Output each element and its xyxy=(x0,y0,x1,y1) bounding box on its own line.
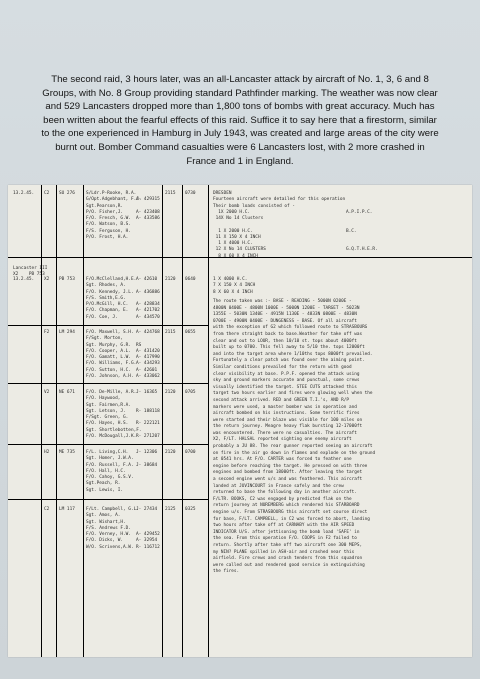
row2-time-up: 2115 xyxy=(165,330,176,335)
column-rule xyxy=(56,185,57,657)
block1-time-down: 0730 xyxy=(185,191,196,196)
block2-date: 13.2.45. xyxy=(13,277,35,282)
column-rule xyxy=(208,185,209,657)
row2-time-down: 0655 xyxy=(185,330,196,335)
caption-text: The second raid, 3 hours later, was an all-Lancaster attack by aircraft of No. 1, 3, 6 and 8 Groups, with No. 8 Group providing standard Pathfinder marking. The weather was now clear and 529 Lancasters dropped more than 1,800 tons of bombs with great accuracy. Much has been written about the fearful effects of this raid. Suffice it to say here that a firestorm, similar to the one experienced in Hamburg in July 1943, was created and large areas of the city were burnt out. Bomber Command casualties were 6 Lancasters lost, with 2 more crashed in France and 1 in England. xyxy=(41,74,439,167)
row5-crew: F/Lt. Campbell, G.L. Sgt. Amos, A. Sgt. Wishart,H. F/S. Andrews F.D. F/O. Verney, H.W. F/O. Dicks, W. W/O. Scrivens,A.W. xyxy=(86,507,139,550)
row3-crew: F/O. De-Mille, A.R. F/O. Haywood, Sgt. Fairmen,R.A. Sgt. Letson, J. F/Sgt. Green, G. F/O. Hayes, H.S. Sgt. Shortlebotten,F. F/O. McDougall,J.K. xyxy=(86,390,142,439)
section-divider xyxy=(8,257,472,258)
row2-serial: LM 294 xyxy=(59,330,75,335)
row-divider xyxy=(8,499,208,500)
row4-time-up: 2120 xyxy=(165,450,176,455)
row4-numbers: J- 12306 J- 38684 xyxy=(136,450,158,468)
row4-serial: ME 735 xyxy=(59,450,75,455)
column-rule xyxy=(182,185,183,657)
row4-crew: F/L. Living,C.H. Sgt. Homer, J.W.A. F/O. Russell, F.A. F/O. Hall, H.C. F/O. Cahoy, G.S.V. Sgt.Peach, R. Sgt. Lewis, I. xyxy=(86,450,134,493)
row2-crew: F/O. Maxwell, S.H. F/Sgt. Morton, Sgt. Murphy, G.R. F/O. Cooper, A.L. F/O. Gamatt, L.W. F/O. Williams, F.G. F/O. Sutton, H.C. F/O. Johnson, A.H. xyxy=(86,330,137,379)
block1-codes: A.P.I.P.C. B.C. G.Q.T.H.E.R. xyxy=(346,209,378,253)
column-rule xyxy=(83,185,84,657)
block1-details: DRESDEN Fourteen aircraft were detailed for this operation Their bomb loads consisted of - 1X 2000 H.C. 14X No 14 Clusters 1 X 2000 H.C. 11 X 150 X 4 INCH 1 X 4000 H.C. 12 X No 14 CLUSTERS 8 X 60 X 4 INCH xyxy=(213,191,346,259)
row5-numbers: J- 27434 A- 429452 A- 32954 R- 116712 xyxy=(136,507,160,550)
row5-serial: LM 117 xyxy=(59,507,75,512)
row5-time-up: 2125 xyxy=(165,507,176,512)
row3-time-up: 2120 xyxy=(165,390,176,395)
row3-numbers: J- 16365 R- 188118 R- 222121 R- 271207 xyxy=(136,390,160,439)
row3-squadron: V2 xyxy=(44,390,50,395)
row3-serial: NE 671 xyxy=(59,390,75,395)
row4-squadron: H2 xyxy=(44,450,50,455)
unit-heading: Lancaster III X2 PB xyxy=(13,266,48,278)
row-divider xyxy=(8,383,208,384)
row5-squadron: C2 xyxy=(44,507,50,512)
narrative-text: The route taken was :- BASE - READING - 5000N 0200E - 4800N 0400E - 4800N 1000E - 5000N 1200E - TARGET - 5023N 1355E - 5030N 1340E - 4915N 1130E - 4833N 0800E - 4830N 0700E - 4900N 0400E - DUNGENESS - BASE. Of all aircraft with the exception of G2 which followed route to STRASBOURG from there straight back to base.Weather for take off was clear and out to LOUR, then 10/10 st. tops about 4000ft built up to 0700. This fell away to 5/10 the. tops 12000ft and into the target area where 1/10ths tops 8000ft prevailed. Fortunately a clear patch was found over the aiming point. Similar conditions prevailed for the return with good clear visibility at base. P.P.F. opened the attack using sky and ground markers accurate and punctual, some crews visually identified the target. STEE CUTS attacked this target two hours earlier and fires were glowing well when the second attack arrived. RED and GREEN T.I.'s, AND R/P markers were used, a master bomber was in operation and aircraft bombed on his instructions. Some terrific fires were started and their blaze was visible for 100 miles on the return journey. Meagre heavy flak bursting 12-17000ft was encountered. There were no casualties. The aircraft X2, F/LT. HALSAL reported sighting one enemy aircraft probably a JU 88. The rear gunner reported seeing an aircraft on fire in the air go down in flames and explode on the ground at 0541 hrs. At F/O. CARTER was forced to feather one engine before reaching the target. He pressed on with three engines and bombed from 18000ft. After leaving the target a second engine went u/s and was feathered. This aircraft landed at JUVINCOURT in France safely and the crew returned to base the following day in another aircraft. F/LTR. BOOKS, C2 was engaged by predicted flak on the return journey at NUREMBERG which rendered his STARBOARD engine u/s. From STRASBOURG this aircraft set course direct for base, F/LT. CAMPBELL, in C2 was forced to abort, landing two hours after take off at CARNABY with the AIR SPEED INDICATOR U/S. after jettisoning the bomb load 'SAFE' in the sea. From this operation F/O. COOPS in F2 failed to return. Shortly after take off two aircraft one 300 MEPS, my NIN? PLANE spilled in ASH-air and crashed near this airfield. Fire crews and crash tenders from this squadron were called out and rendered good service in extinguishing the fires. xyxy=(213,299,376,575)
block1-date: 13.2.45. xyxy=(13,191,35,196)
operations-record-document xyxy=(8,185,472,657)
row1-numbers: A- 42610 A- 436886 A- 428834 A- 421702 A- 434570 xyxy=(136,277,160,320)
row1-serial: PB 753 xyxy=(59,277,75,282)
row3-time-down: 0705 xyxy=(185,390,196,395)
block1-crew: S/Ldr.P-Rooke, R.A. G/Opt.Adgebhant, F.J. Sgt.Pearson,R. P/O. Fisher,J. F/O. Fresch, G.W. F/O. Watson, B.S. F/S. Ferguson, H. P/O. Frost, H.A. xyxy=(86,191,142,240)
row1-loads: 1 X 4000 H.C. 7 X 150 X 4 INCH 8 X 60 X 4 INCH xyxy=(213,277,256,295)
row1-time-down: 0640 xyxy=(185,277,196,282)
block1-squadron: C2 xyxy=(44,191,50,196)
column-rule xyxy=(162,185,163,657)
row5-time-down: 0325 xyxy=(185,507,196,512)
block1-time-up: 2115 xyxy=(165,191,176,196)
block1-serial: SU 276 xyxy=(59,191,75,196)
row4-time-down: 0700 xyxy=(185,450,196,455)
block1-service-numbers: A- 429315 A- 423408 A- 433586 xyxy=(136,197,160,221)
row-divider xyxy=(8,325,208,326)
row1-crew: F/O.McClelland,H.E. Sgt. Rhodes, A. F/O. Kennedy, J.L. F/S. Smith,E.G. P/O.McGill, H.C. F/O. Chapman, E. F/O. Coe, J. xyxy=(86,277,137,320)
row1-squadron: X2 xyxy=(44,277,50,282)
column-rule xyxy=(41,185,42,657)
row-divider xyxy=(8,444,208,445)
row2-squadron: F2 xyxy=(44,330,50,335)
row1-time-up: 2120 xyxy=(165,277,176,282)
row2-numbers: A- 424768 RS A- 431420 A- 417990 A- 434293 A- 42601 A- 433062 xyxy=(136,330,160,379)
